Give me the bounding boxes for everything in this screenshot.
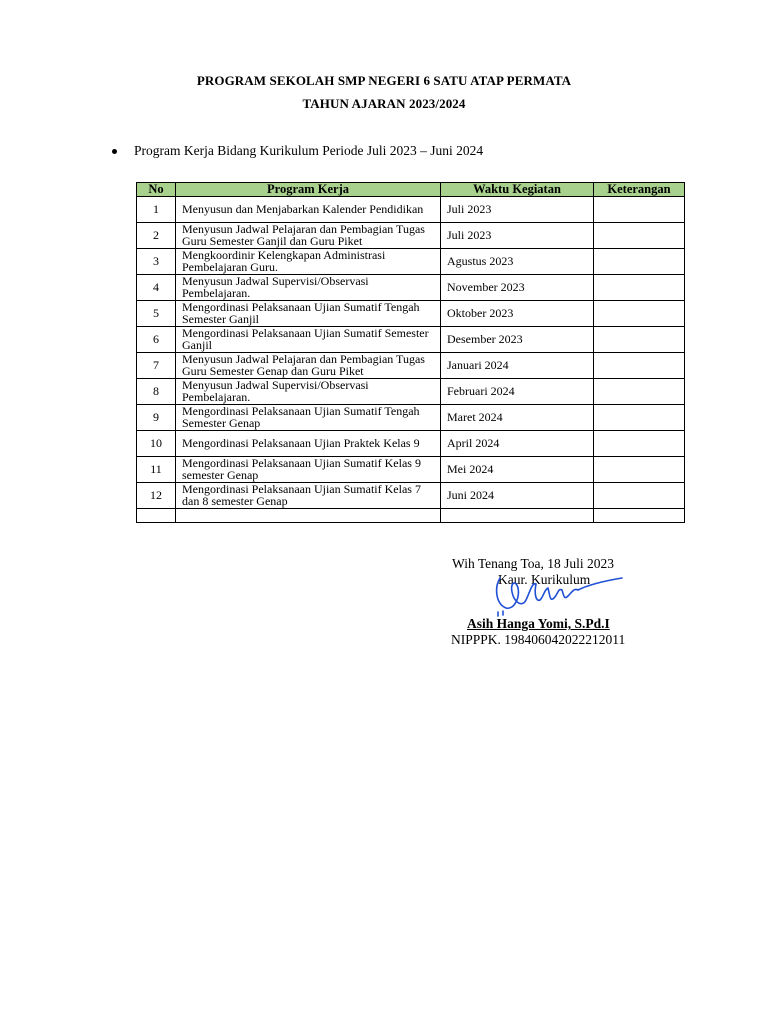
cell-program: Menyusun Jadwal Pelajaran dan Pembagian Tugas Guru Semester Genap dan Guru Piket: [176, 353, 441, 379]
cell-keterangan: [594, 249, 685, 275]
cell-keterangan: [594, 405, 685, 431]
section-heading-text: Program Kerja Bidang Kurikulum Periode Juli 2023 – Juni 2024: [134, 143, 484, 158]
signatory-nip: NIPPPK. 198406042022212011: [451, 632, 626, 647]
table-row: [137, 301, 685, 327]
cell-keterangan: [594, 275, 685, 301]
cell-keterangan: [594, 431, 685, 457]
cell-program: Menyusun dan Menjabarkan Kalender Pendidikan: [176, 197, 441, 223]
document-title: PROGRAM SEKOLAH SMP NEGERI 6 SATU ATAP PERMATA: [196, 73, 572, 88]
cell-program: Mengkoordinir Kelengkapan Administrasi Pembelajaran Guru.: [176, 249, 441, 275]
cell-empty: [594, 509, 685, 523]
cell-no: 8: [137, 379, 176, 405]
table-header-row: [137, 183, 685, 197]
cell-keterangan: [594, 353, 685, 379]
table-row: [137, 379, 685, 405]
cell-program: Menyusun Jadwal Supervisi/Observasi Pembelajaran.: [176, 379, 441, 405]
cell-empty: [441, 509, 594, 523]
cell-program: Mengordinasi Pelaksanaan Ujian Sumatif Semester Ganjil: [176, 327, 441, 353]
table-row: [137, 249, 685, 275]
table-row: [137, 405, 685, 431]
cell-no: 9: [137, 405, 176, 431]
cell-waktu: Mei 2024: [441, 457, 594, 483]
cell-program: Mengordinasi Pelaksanaan Ujian Sumatif Kelas 7 dan 8 semester Genap: [176, 483, 441, 509]
cell-waktu: Desember 2023: [441, 327, 594, 353]
cell-no: 3: [137, 249, 176, 275]
cell-no: 11: [137, 457, 176, 483]
cell-no: 2: [137, 223, 176, 249]
academic-year-title: TAHUN AJARAN 2023/2024: [302, 96, 466, 111]
table-row: [137, 483, 685, 509]
cell-program: Mengordinasi Pelaksanaan Ujian Sumatif Tengah Semester Ganjil: [176, 301, 441, 327]
table-row: [137, 457, 685, 483]
table-row: [137, 197, 685, 223]
header-keterangan: Keterangan: [594, 183, 685, 197]
section-heading: [112, 143, 483, 159]
bullet-icon: [112, 149, 117, 154]
header-waktu: Waktu Kegiatan: [441, 183, 594, 197]
cell-program: Mengordinasi Pelaksanaan Ujian Sumatif Kelas 9 semester Genap: [176, 457, 441, 483]
header-program: Program Kerja: [176, 183, 441, 197]
cell-empty: [176, 509, 441, 523]
cell-waktu: Juli 2023: [441, 223, 594, 249]
table-row-empty: [137, 509, 685, 523]
cell-keterangan: [594, 483, 685, 509]
cell-keterangan: [594, 327, 685, 353]
cell-no: 4: [137, 275, 176, 301]
cell-waktu: Februari 2024: [441, 379, 594, 405]
signature-strokes: [497, 578, 622, 616]
signature-stroke: [497, 578, 536, 608]
cell-no: 7: [137, 353, 176, 379]
header-no: No: [137, 183, 176, 197]
cell-no: 1: [137, 197, 176, 223]
table-row: [137, 275, 685, 301]
table-row: [137, 431, 685, 457]
cell-waktu: November 2023: [441, 275, 594, 301]
table-row: [137, 353, 685, 379]
program-table: [136, 182, 685, 523]
cell-waktu: Juni 2024: [441, 483, 594, 509]
signatory-name: Asih Hanga Yomi, S.Pd.I: [467, 616, 610, 631]
signature-stroke: [578, 578, 622, 590]
cell-waktu: Agustus 2023: [441, 249, 594, 275]
cell-program: Mengordinasi Pelaksanaan Ujian Praktek Kelas 9: [176, 431, 441, 457]
signature-role: Kaur. Kurikulum: [498, 572, 591, 587]
cell-no: 6: [137, 327, 176, 353]
cell-no: 12: [137, 483, 176, 509]
cell-no: 10: [137, 431, 176, 457]
cell-waktu: Juli 2023: [441, 197, 594, 223]
cell-waktu: Januari 2024: [441, 353, 594, 379]
cell-keterangan: [594, 197, 685, 223]
cell-program: Mengordinasi Pelaksanaan Ujian Sumatif Tengah Semester Genap: [176, 405, 441, 431]
signature-stroke: [535, 584, 578, 600]
signature-place-date: Wih Tenang Toa, 18 Juli 2023: [452, 556, 615, 571]
table-row: [137, 223, 685, 249]
cell-keterangan: [594, 223, 685, 249]
cell-keterangan: [594, 379, 685, 405]
cell-keterangan: [594, 457, 685, 483]
cell-program: Menyusun Jadwal Pelajaran dan Pembagian Tugas Guru Semester Ganjil dan Guru Piket: [176, 223, 441, 249]
cell-keterangan: [594, 301, 685, 327]
cell-waktu: Oktober 2023: [441, 301, 594, 327]
cell-waktu: April 2024: [441, 431, 594, 457]
cell-waktu: Maret 2024: [441, 405, 594, 431]
cell-no: 5: [137, 301, 176, 327]
table-row: [137, 327, 685, 353]
cell-program: Menyusun Jadwal Supervisi/Observasi Pembelajaran.: [176, 275, 441, 301]
cell-empty: [137, 509, 176, 523]
